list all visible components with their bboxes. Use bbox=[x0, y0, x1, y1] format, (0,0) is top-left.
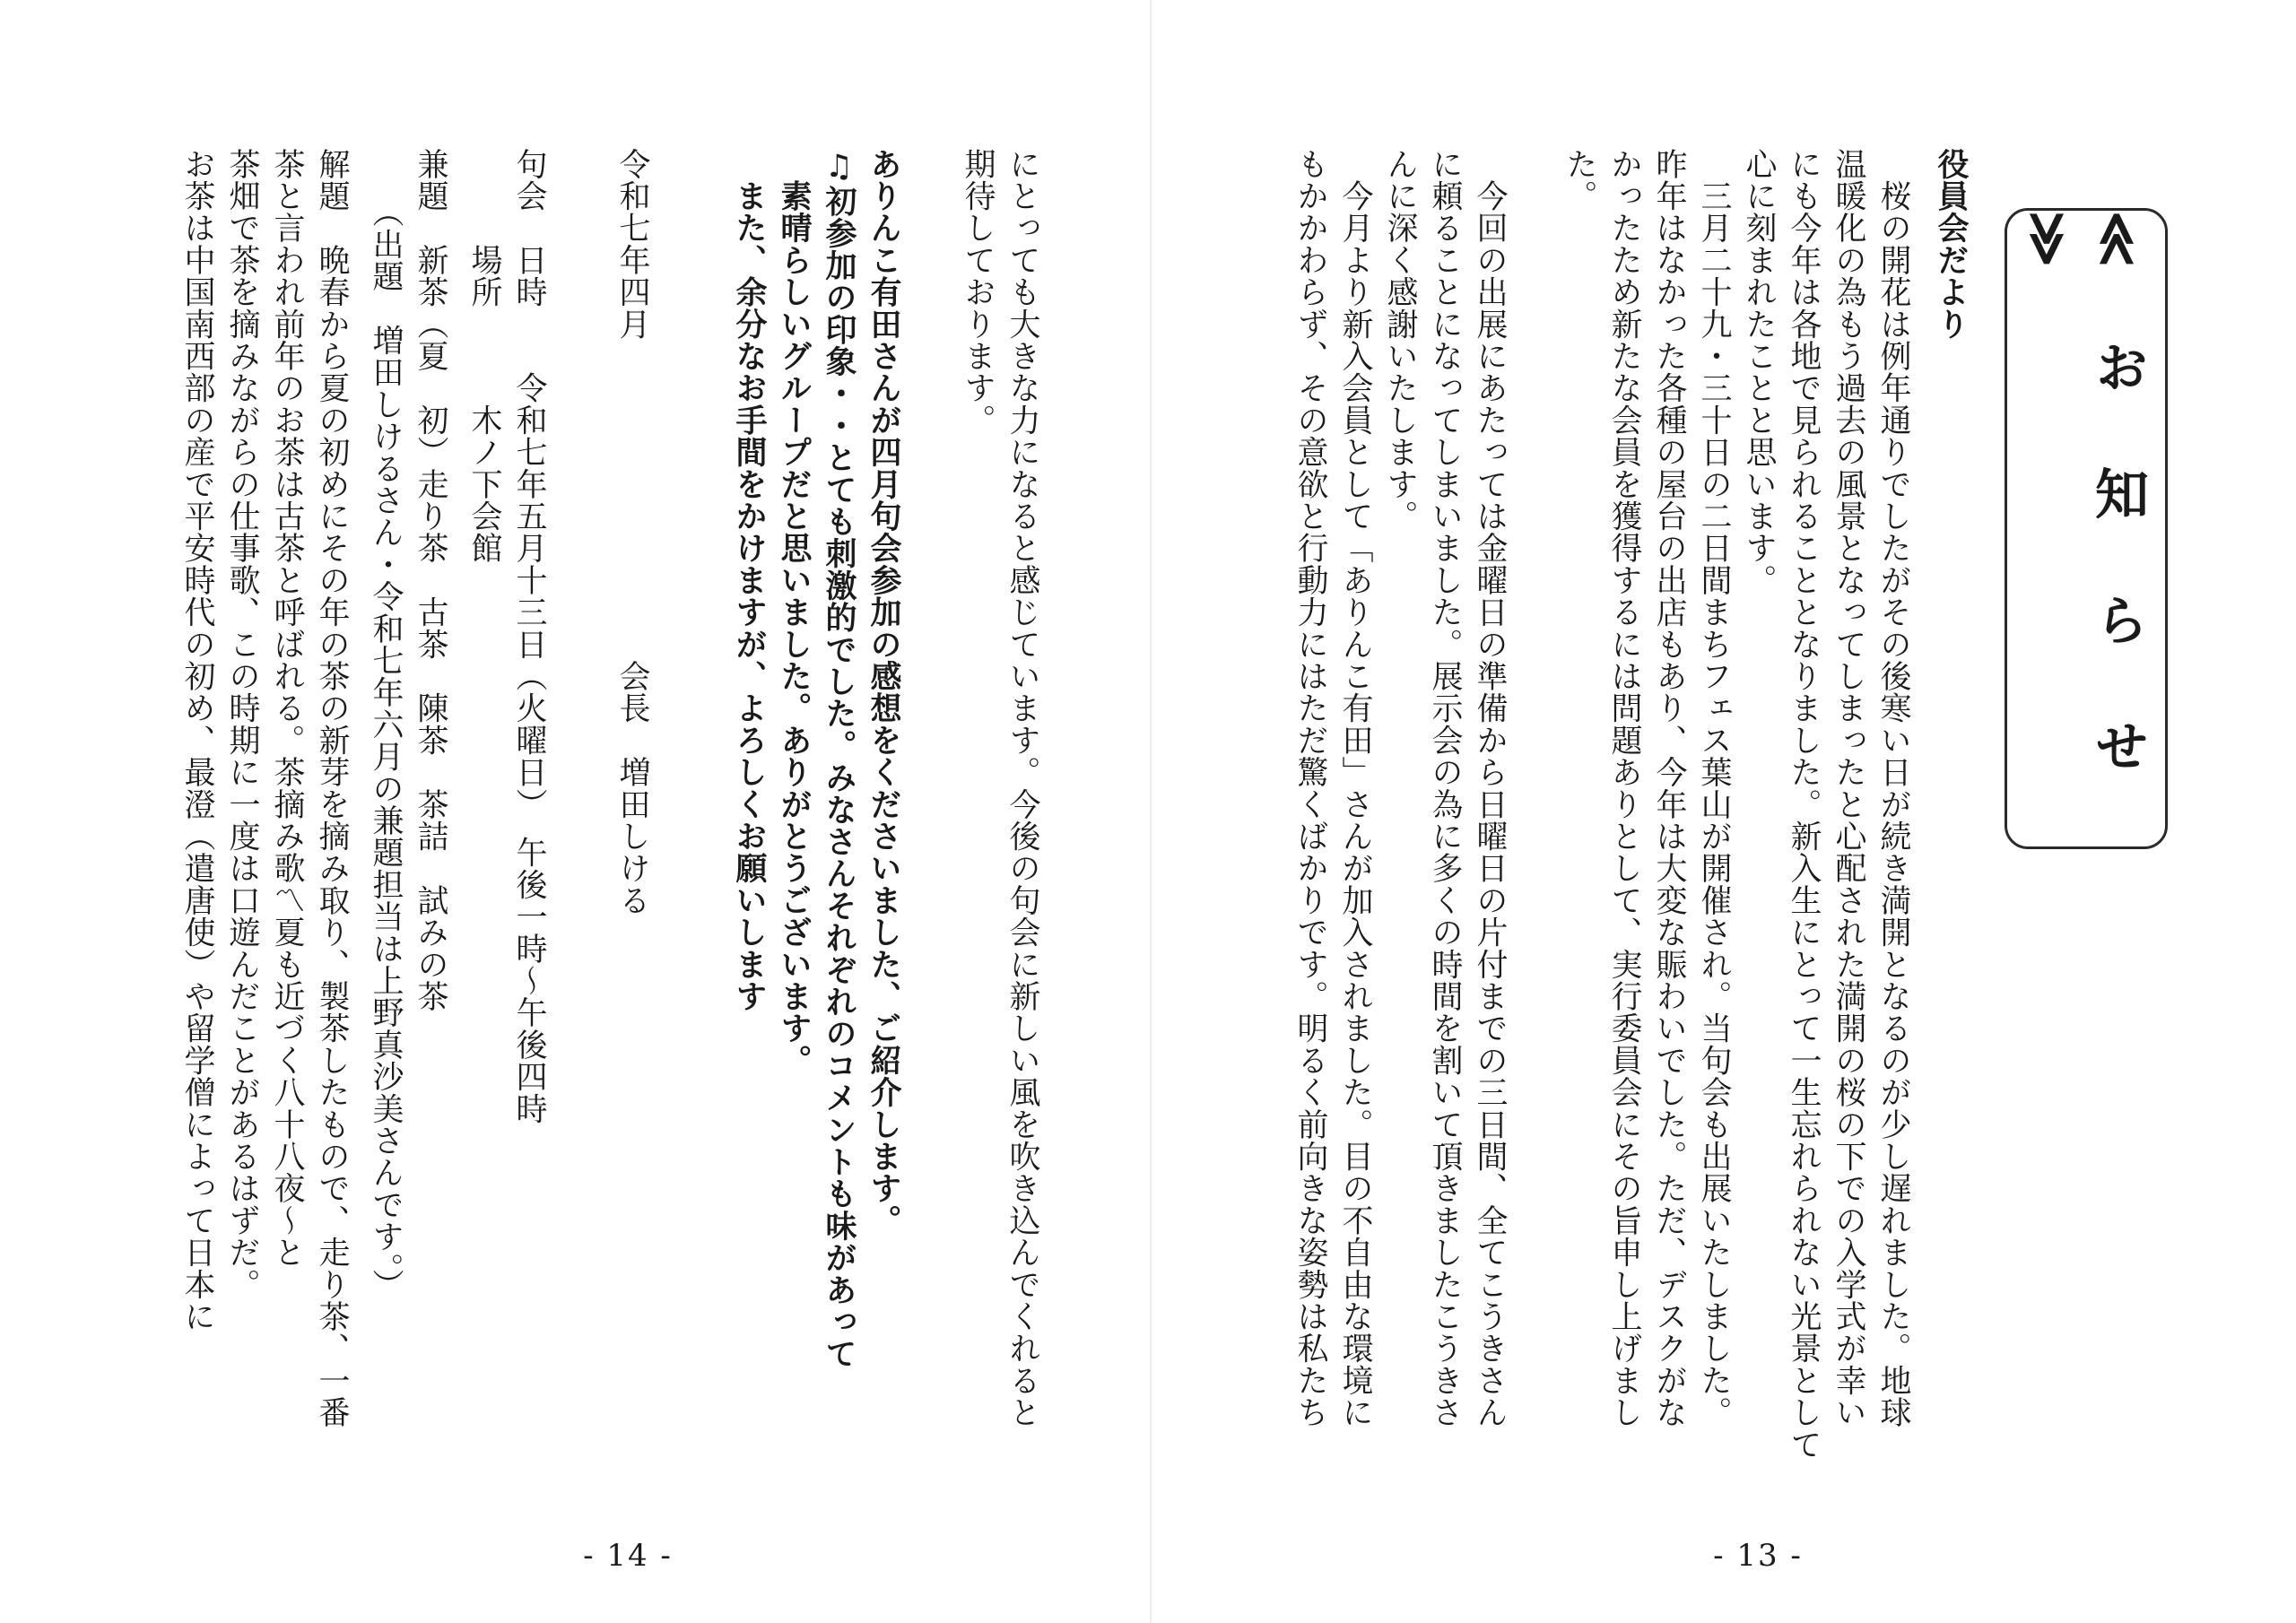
text-line: ♫初参加の印象・・とても刺激的でした。みなさんそれぞれのコメントも味があって bbox=[821, 148, 857, 1370]
meeting-date-line: 句会 日時 令和七年五月十三日（火曜日） 午後一時～午後四時 bbox=[511, 148, 547, 1125]
text-line: （出題 増田しけるさん・令和七年六月の兼題担当は上野真沙美さんです。） bbox=[368, 148, 404, 1301]
text-line: に頼ることになってしまいました。展示会の為に多くの時間を割いて頂きましたこうきさ bbox=[1427, 148, 1463, 1428]
signature-line: 令和七年四月 会長 増田しける bbox=[614, 148, 650, 916]
text-line: 茶と言われ前年のお茶は古茶と呼ばれる。茶摘み歌〽夏も近づく八十八夜～と bbox=[269, 148, 305, 1269]
kendai-line: 兼題 新茶（夏 初）走り茶 古茶 陳茶 茶詰 試みの茶 bbox=[413, 148, 448, 1012]
text-line: 今回の出展にあたっては金曜日の準備から日曜日の片付までの三日間、全てこうきさん bbox=[1472, 148, 1508, 1428]
text-line: かったため新たな会員を獲得するには問題ありとして、実行委員会にその旨申し上げまし bbox=[1606, 148, 1642, 1428]
text-line: 温暖化の為もう過去の風景となってしまったと心配された満開の桜の下での入学式が幸い bbox=[1831, 148, 1866, 1428]
text-line: 桜の開花は例年通りでしたがその後寒い日が続き満開となるのが少し遅れました。地球 bbox=[1875, 148, 1911, 1428]
text-line: 心に刻まれたことと思います。 bbox=[1741, 148, 1777, 596]
text-line: 今月より新入会員として「ありんこ有田」さんが加入されました。目の不自由な環境に bbox=[1337, 148, 1373, 1428]
text-line: た。 bbox=[1561, 148, 1597, 213]
text-line: 素晴らしいグループだと思いました。ありがとうございます。 bbox=[776, 148, 813, 1077]
notice-title: ≪ お 知 ら せ ≫ bbox=[2016, 211, 2149, 800]
page-number: - 14 - bbox=[583, 1538, 673, 1574]
page-number: - 13 - bbox=[1713, 1538, 1803, 1574]
feature-heading: ありんこ有田さんが四月句会参加の感想をくださいました、ご紹介します。 bbox=[865, 148, 902, 1237]
text-line: にとっても大きな力になると感じています。今後の句会に新しい風を吹き込んでくれると bbox=[1004, 148, 1040, 1428]
meeting-place-line: 場所 木ノ下会館 bbox=[466, 148, 502, 565]
text-line: 三月二十九・三十日の二日間まちフェス葉山が開催され。当句会も出展いたしました。 bbox=[1696, 148, 1732, 1428]
text-line: 昨年はなかった各種の屋台の出店もあり、今年は大変な賑わいでした。ただ、デスクがな bbox=[1651, 148, 1687, 1428]
text-line: んに深く感謝いたします。 bbox=[1382, 148, 1418, 533]
text-line: 茶畑で茶を摘みながらの仕事歌、この時期に一度は口遊んだことがあるはずだ。 bbox=[224, 148, 260, 1301]
kaidai-line: 解題 晩春から夏の初めにその年の茶の新芽を摘み取り、製茶したもので、走り茶、一番 bbox=[314, 148, 350, 1428]
text-line: お茶は中国南西部の産で平安時代の初め、最澄（遣唐使）や留学僧によって日本に bbox=[179, 148, 215, 1332]
text-line: にも今年は各地で見られることとなりました。新入生にとって一生忘れられない光景として bbox=[1786, 148, 1822, 1461]
text-line: また、余分なお手間をかけますが、よろしくお願いします bbox=[731, 148, 768, 1012]
text-line: 期待しております。 bbox=[960, 148, 996, 437]
notice-header-box bbox=[2005, 208, 2168, 849]
text-line: もかかわらず、その意欲と行動力にはただ驚くばかりです。明るく前向きな姿勢は私たち bbox=[1292, 148, 1328, 1428]
section-heading: 役員会だより bbox=[1933, 148, 1970, 341]
